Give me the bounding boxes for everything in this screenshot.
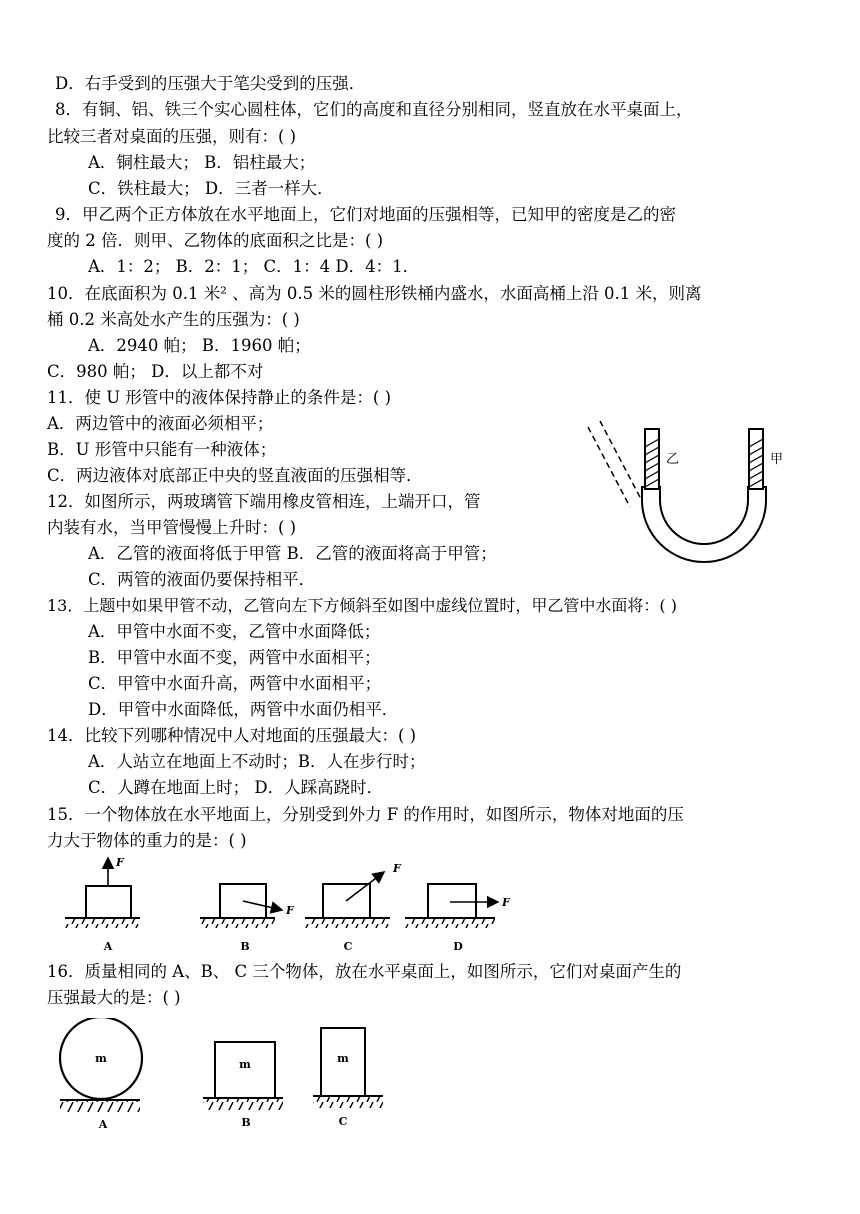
u-tube-figure — [580, 415, 790, 575]
q7-option-d: D．右手受到的压强大于笔尖受到的压强． — [55, 74, 366, 93]
q10-stem-line2: 桶 0.2 米高处水产生的压强为：( ) — [47, 310, 300, 329]
q16-label-c: C — [338, 1115, 348, 1128]
q12-stem-line2: 内装有水，当甲管慢慢上升时：( ) — [47, 518, 297, 537]
q10-options-cd: C．980 帕； D．以上都不对 — [47, 362, 264, 381]
q11-option-a: A．两边管中的液面必须相平； — [47, 414, 274, 433]
q13-option-d: D．甲管中水面降低，两管中水面仍相平． — [88, 700, 399, 719]
q9-stem-line1: 9．甲乙两个正方体放在水平地面上，它们对地面的压强相等，已知甲的密度是乙的密 — [55, 205, 676, 224]
q11-option-b: B．U 形管中只能有一种液体； — [47, 440, 277, 459]
q13-stem: 13．上题中如果甲管不动，乙管向左下方倾斜至如图中虚线位置时，甲乙管中水面将：( ) — [47, 596, 677, 615]
q16-mass-label-b: m — [239, 1058, 251, 1071]
q15-label-d: D — [453, 940, 463, 953]
q14-stem: 14．比较下列哪种情况中人对地面的压强最大：( ) — [47, 726, 417, 745]
q11-option-c: C．两边液体对底部正中央的竖直液面的压强相等． — [47, 466, 423, 485]
q14-options-cd: C．人蹲在地面上时； D．人踩高跷时． — [88, 778, 384, 797]
q11-stem: 11．使 U 形管中的液体保持静止的条件是：( ) — [47, 388, 392, 407]
q15-label-c: C — [343, 940, 353, 953]
q15-force-label-d: F — [502, 896, 510, 909]
q10-options-ab: A．2940 帕； B．1960 帕； — [88, 336, 311, 355]
q16-label-b: B — [241, 1116, 251, 1129]
q16-mass-label-a: m — [95, 1052, 107, 1065]
tube-label-jia: 甲 — [770, 452, 784, 467]
q8-stem-line1: 8．有铜、铝、铁三个实心圆柱体，它们的高度和直径分别相同，竖直放在水平桌面上， — [55, 100, 693, 119]
q15-label-a: A — [103, 940, 113, 953]
q16-mass-figure — [55, 1018, 395, 1133]
q8-options-ab: A．铜柱最大； B．铝柱最大； — [88, 153, 316, 172]
q12-stem-line1: 12．如图所示，两玻璃管下端用橡皮管相连，上端开口，管 — [47, 492, 481, 511]
q15-force-label-b: F — [286, 904, 294, 917]
q15-force-figure — [60, 852, 530, 957]
q15-stem-line2: 力大于物体的重力的是：( ) — [47, 831, 247, 850]
q15-force-label-a: F — [116, 856, 124, 869]
q13-option-c: C．甲管中水面升高，两管中水面相平； — [88, 674, 382, 693]
q15-label-b: B — [240, 940, 250, 953]
q15-force-label-c: F — [393, 862, 401, 875]
q12-options-ab: A．乙管的液面将低于甲管 B．乙管的液面将高于甲管； — [88, 544, 497, 563]
tube-label-yi: 乙 — [666, 452, 680, 467]
q16-stem-line1: 16．质量相同的 A、B、 C 三个物体，放在水平桌面上，如图所示，它们对桌面产生的 — [47, 962, 682, 981]
q13-option-a: A．甲管中水面不变，乙管中水面降低； — [88, 622, 381, 641]
q16-label-a: A — [98, 1118, 108, 1131]
q13-option-b: B．甲管中水面不变，两管中水面相平； — [88, 648, 381, 667]
q9-stem-line2: 度的 2 倍．则甲、乙物体的底面积之比是：( ) — [47, 231, 384, 250]
q15-stem-line1: 15．一个物体放在水平地面上，分别受到外力 F 的作用时，如图所示，物体对地面的压 — [47, 805, 684, 824]
q14-options-ab: A．人站立在地面上不动时；B．人在步行时； — [88, 752, 426, 771]
q12-option-c: C．两管的液面仍要保持相平． — [88, 570, 316, 589]
q8-options-cd: C．铁柱最大； D．三者一样大． — [88, 179, 334, 198]
q9-options: A．1：2； B．2：1； C．1：4 D．4：1． — [88, 257, 420, 276]
q16-mass-label-c: m — [337, 1052, 349, 1065]
q8-stem-line2: 比较三者对桌面的压强，则有：( ) — [47, 127, 297, 146]
q16-stem-line2: 压强最大的是：( ) — [47, 988, 181, 1007]
q10-stem-line1: 10．在底面积为 0.1 米² 、高为 0.5 米的圆柱形铁桶内盛水，水面高桶上沿 0.1 米，则离 — [47, 284, 702, 303]
